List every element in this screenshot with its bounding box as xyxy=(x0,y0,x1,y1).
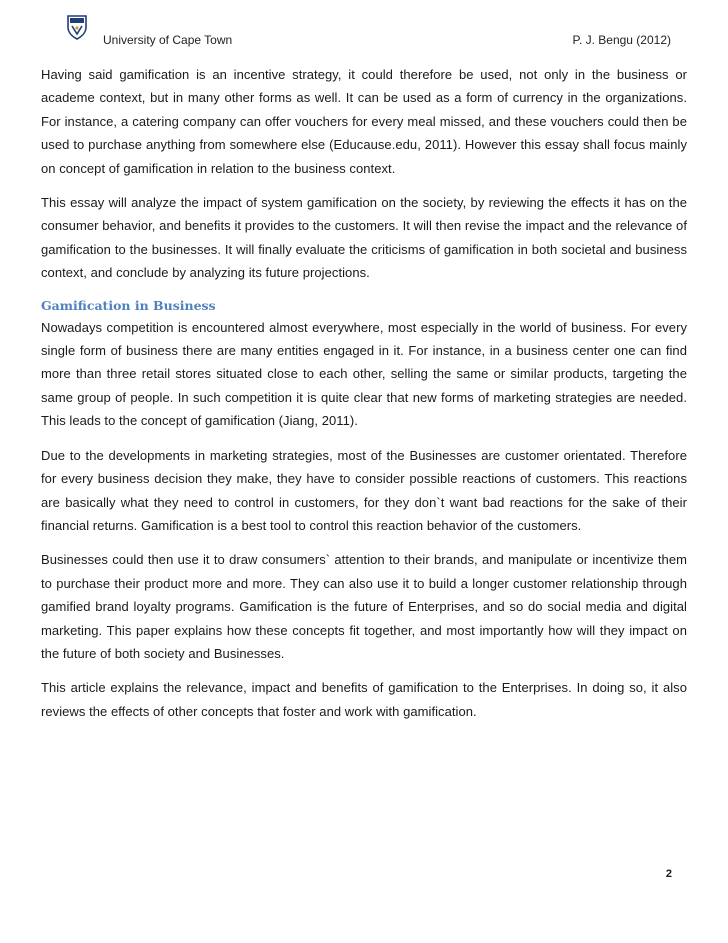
paragraph: This article explains the relevance, impact and benefits of gamification to the Enterprises. In doing so, it also reviews the effects of other concepts that foster and work with gamification. xyxy=(41,680,687,719)
page-header xyxy=(0,0,728,56)
paragraph: Nowadays competition is encountered almost everywhere, most especially in the world of business. For every single form of business there are many entities engaged in it. For instance, in a business center one can find more than three retail stores situated close to each other, selling the same or similar products, targeting the same group of people. In such competition it is quite clear that new forms of marketing strategies are needed. This leads to the concept of gamification (Jiang, 2011). xyxy=(41,319,687,429)
paragraph: Having said gamification is an incentive strategy, it could therefore be used, not only in the business or academe context, but in many other forms as well. It can be used as a form of currency in the organizations. For instance, a catering company can offer vouchers for every meal missed, and these vouchers could then be used to purchase anything from somewhere else (Educause.edu, 2011). However this essay shall focus mainly on concept of gamification in relation to the business context. xyxy=(41,67,687,176)
header-author: P. J. Bengu (2012) xyxy=(572,33,671,47)
body-content xyxy=(41,63,687,734)
section-heading: Gamification in Business xyxy=(41,297,216,313)
paragraph: Businesses could then use it to draw consumers` attention to their brands, and manipulate or incentivize them to purchase their product more and more. They can also use it to build a longer customer relationship through gamified brand loyalty programs. Gamification is the future of Enterprises, and so do social media and digital marketing. This paper explains how these concepts fit together, and most importantly how will they impact on the future of both society and Businesses. xyxy=(41,552,687,661)
paragraph: Due to the developments in marketing strategies, most of the Businesses are customer orientated. Therefore for every business decision they make, they have to consider possible reactions of customers. This reactions are basically what they need to control in customers, for they don`t want bad reactions for the sake of their financial returns. Gamification is a best tool to control this reaction behavior of the customers. xyxy=(41,447,687,533)
paragraph: This essay will analyze the impact of system gamification on the society, by reviewing the effects it has on the consumer behavior, and benefits it provides to the customers. It will then revise the impact and the relevance of gamification to the businesses. It will finally evaluate the criticisms of gamification in both societal and business context, and conclude by analyzing its future projections. xyxy=(41,195,687,281)
header-university: University of Cape Town xyxy=(103,33,233,47)
page-number: 2 xyxy=(665,868,672,880)
university-crest-icon xyxy=(66,14,88,40)
